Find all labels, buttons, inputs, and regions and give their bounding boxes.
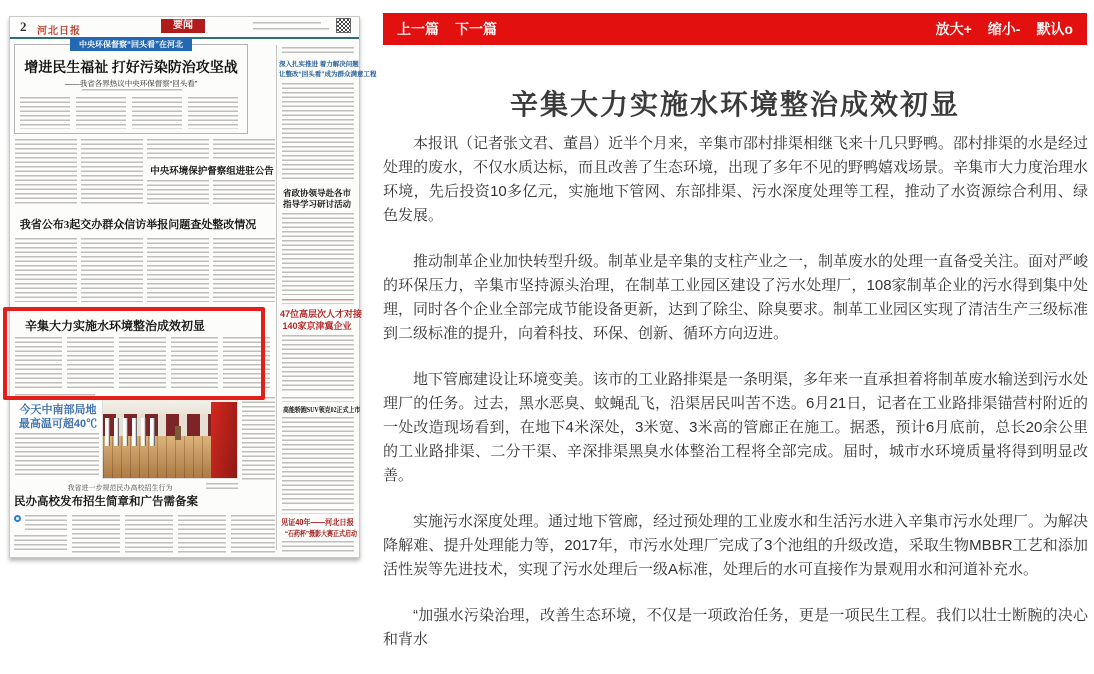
text-lines bbox=[15, 139, 77, 205]
column-divider bbox=[276, 45, 277, 550]
article-paragraph: 本报讯（记者张文君、董昌）近半个月来，辛集市邵村排渠相继飞来十几只野鸭。邵村排渠的水是经过处理的废水，不仅水质达标，而且改善了生态环境，出现了多年不见的野鸭嬉戏场景。辛集市大力度治理水环境，先后投资10多亿元，实施地下管网、东部排渠、污水深度处理等工程，推动了水资源综合利用、绿色发展。 bbox=[383, 135, 1089, 224]
text-lines bbox=[231, 515, 275, 553]
viewer-toolbar bbox=[383, 13, 1087, 45]
text-lines bbox=[213, 180, 275, 205]
text-lines bbox=[132, 97, 182, 129]
article-paragraph: 推动制革企业加快转型升级。制革业是辛集的支柱产业之一，制革废水的处理一直备受关注。面对严峻的环保压力，辛集市坚持源头治理，在制革工业园区建设了污水处理厂，108家制革企业的污水得到集中处理，同时各个企业全部完成节能设备更新，达到了除尘、除臭要求。制革工业园区实现了清洁生产三级标准到二级标准的提升，向着科技、环保、创新、循环方向迈进。 bbox=[383, 253, 1089, 342]
text-lines bbox=[282, 397, 354, 402]
photo-podium bbox=[175, 426, 181, 440]
talent-headline-line2: 140家京津冀企业 bbox=[282, 321, 352, 331]
edu-headline[interactable]: 民办高校发布招生简章和广告需备案 bbox=[14, 496, 198, 508]
next-article-button[interactable]: 下一篇 bbox=[455, 21, 497, 37]
text-lines bbox=[282, 213, 354, 295]
bullet-icon bbox=[14, 515, 21, 522]
sidebar-headline-line2: 让整改“回头看”成为群众满意工程 bbox=[279, 71, 377, 78]
text-lines bbox=[282, 509, 354, 514]
article-highlight-box bbox=[3, 307, 265, 400]
sidebar-headline-line1[interactable]: 深入扎实推进 着力解决问题 bbox=[279, 61, 359, 68]
date-text-lines bbox=[253, 22, 321, 26]
text-lines bbox=[147, 238, 209, 302]
text-lines bbox=[15, 433, 99, 477]
byline-lines bbox=[82, 89, 182, 93]
newspaper-masthead: 河北日报 bbox=[37, 26, 81, 37]
article-paragraph: “加强水污染治理，改善生态环境，不仅是一项政治任务，更是一项民生工程。我们以壮士断腕的决心和背水 bbox=[383, 607, 1088, 648]
lead-subhead: ——我省各界热议中央环保督察“回头看” bbox=[64, 79, 198, 88]
text-lines bbox=[76, 97, 126, 129]
photo-red-banner bbox=[211, 402, 237, 478]
text-lines bbox=[282, 83, 354, 181]
photo-caption-lines bbox=[206, 483, 238, 491]
article-title: 辛集大力实施水环境整治成效初显 bbox=[509, 88, 960, 120]
text-lines bbox=[72, 515, 120, 553]
article-paragraph: 地下管廊建设让环境变美。该市的工业路排渠是一条明渠，多年来一直承担着将制革废水输送到污水处理厂的任务。过去，黑水恶臭、蚊蝇乱飞，沿渠居民叫苦不迭。6月21日，记者在工业路排渠锚营村附近的一处改造现场看到，在地下4米深处，3米宽、3米高的管廊正在施工。据悉，预计6月底前，总长20余公里的工业路排渠、二分干渠、辛深排渠黑臭水体整治工程将全部完成。届时，城市水环境质量将得到明显改善。 bbox=[383, 371, 1089, 484]
text-lines bbox=[242, 397, 275, 481]
text-lines bbox=[81, 139, 143, 205]
highlighted-article-headline[interactable]: 辛集大力实施水环境整治成效初显 bbox=[24, 319, 205, 333]
text-lines bbox=[147, 180, 209, 205]
text-lines bbox=[188, 97, 238, 129]
talent-headline-line1[interactable]: 47位高层次人才对接 bbox=[280, 309, 363, 319]
photo-people-group bbox=[105, 418, 159, 446]
suv-headline[interactable]: 高能轿跑SUV领克02正式上市 bbox=[283, 406, 361, 414]
text-lines bbox=[14, 535, 67, 553]
text-lines bbox=[282, 47, 354, 56]
text-lines bbox=[213, 139, 275, 159]
editor-text-lines bbox=[253, 28, 329, 32]
text-lines bbox=[178, 515, 226, 553]
text-lines bbox=[125, 515, 173, 553]
lead-headline[interactable]: 增进民生福祉 打好污染防治攻坚战 bbox=[24, 61, 238, 76]
anniversary-headline-line1[interactable]: 见证40年——河北日报 bbox=[281, 518, 354, 527]
notice-headline[interactable]: 中央环境保护督察组进驻公告 bbox=[150, 167, 274, 177]
cppcc-headline-line2: 指导学习研讨活动 bbox=[282, 199, 351, 209]
text-lines bbox=[15, 238, 77, 302]
qr-code bbox=[336, 18, 351, 33]
zoom-in-button[interactable]: 放大+ bbox=[935, 21, 972, 37]
text-lines bbox=[282, 335, 354, 393]
zoom-group bbox=[936, 19, 1073, 39]
anniversary-headline-line2: “石药杯”摄影大赛正式启动 bbox=[285, 529, 357, 538]
weather-headline-line2: 最高温可超40℃ bbox=[18, 418, 98, 430]
prev-article-button[interactable]: 上一篇 bbox=[397, 21, 439, 37]
text-lines bbox=[282, 417, 354, 505]
article-body bbox=[383, 124, 1088, 674]
text-lines bbox=[20, 97, 70, 129]
edu-kicker: 我省进一步规范民办高校招生行为 bbox=[67, 485, 173, 492]
lead-banner: 中央环保督察“回头看”在河北 bbox=[70, 38, 192, 51]
text-lines bbox=[25, 515, 67, 531]
mid-headline[interactable]: 我省公布3起交办群众信访举报问题查处整改情况 bbox=[19, 219, 257, 231]
page-number: 2 bbox=[20, 19, 27, 34]
zoom-reset-button[interactable]: 默认o bbox=[1036, 21, 1073, 37]
zoom-out-button[interactable]: 缩小- bbox=[987, 21, 1021, 37]
text-lines bbox=[213, 238, 275, 302]
weather-headline-line1[interactable]: 今天中南部局地 bbox=[19, 404, 97, 416]
section-label: 要闻 bbox=[161, 19, 205, 33]
news-photo bbox=[102, 397, 238, 479]
text-lines bbox=[282, 541, 354, 553]
article-paragraph: 实施污水深度处理。通过地下管廊，经过预处理的工业废水和生活污水进入辛集市污水处理厂。为解决降解难、提升处理能力等，2017年，市污水处理厂完成了3个池组的升级改造，采取生物MBBR工艺和添加活性炭等先进技术，实现了污水处理后一级A标准，处理后的水可直接作为景观用水和河道补充水。 bbox=[383, 513, 1089, 578]
cppcc-headline-line1[interactable]: 省政协领导赴各市 bbox=[282, 188, 351, 198]
nav-group bbox=[397, 19, 497, 39]
talent-kicker-lines bbox=[282, 299, 354, 304]
text-lines bbox=[147, 139, 209, 159]
text-lines bbox=[81, 238, 143, 302]
newspaper-page-thumbnail[interactable] bbox=[9, 16, 377, 558]
